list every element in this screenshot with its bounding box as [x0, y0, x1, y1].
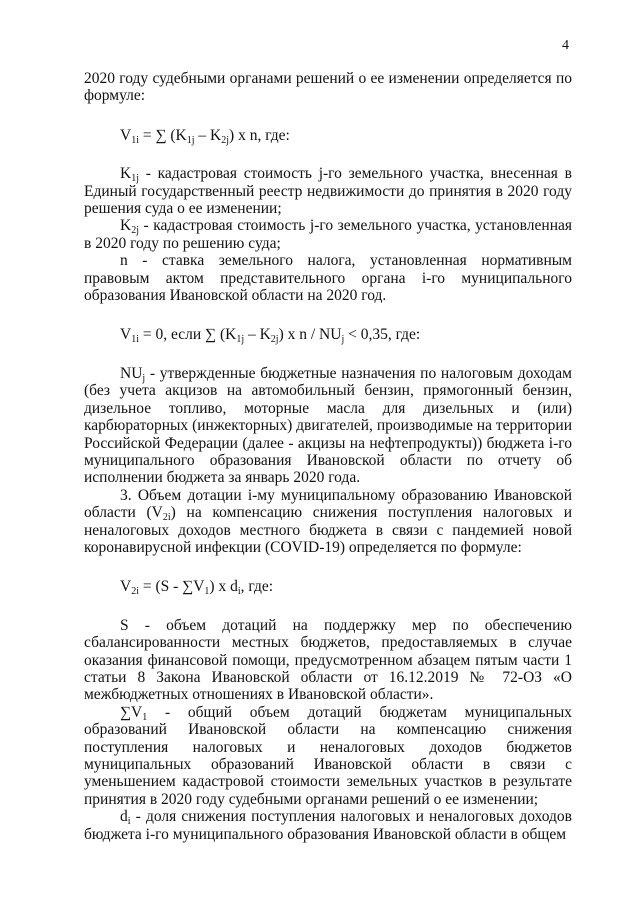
definition-nuj: $NU_j$ - утвержденные бюджетные назначения по налоговым доходам (без учета акцизов на автомобильный бензин, прямогонный бензин, дизельное топливо, моторные масла для дизельных и (или) карбюраторных (инжекторных) двигателей, производимые на территории Российской Федерации (далее - акцизы на нефтепродукты)) бюджета i-го муниципального образования Ивановской области по отчету об исполнении бюджета за январь 2020 года. [84, 364, 572, 487]
formula-v1i-zero: $V_{1i} = 0$, если ∑ $(K_{1j} - K_{2j})$ x $n / NU_j < 0,35$, где: [120, 326, 421, 346]
document-body [84, 70, 572, 843]
definition-k2j: $K_{2j}$ - кадастровая стоимость j-го земельного участка, установленная в 2020 году по решению суда; [84, 217, 572, 252]
definition-di: $d_i$ - доля снижения поступления налоговых и неналоговых доходов бюджета i-го муниципального образования Ивановской области в общем [84, 808, 572, 843]
definition-sum-v1: $\sum V_1$ - общий объем дотаций бюджетам муниципальных образований Ивановской области на компенсацию снижения поступления налоговых и неналоговых доходов бюджетов муниципальных образований Ивановской области в связи с уменьшением кадастровой стоимости земельных участков в результате принятия в 2020 году судебными органами решений о ее изменении; [84, 703, 572, 808]
formula-v1i: $V_{1i}$ = ∑ $(K_{1j} - K_{2j})$ x n, где: [120, 126, 290, 146]
paragraph-continuation: 2020 году судебными органами решений о ее изменении определяется по формуле: [84, 70, 572, 105]
definition-k1j: $K_{1j}$ - кадастровая стоимость j-го земельного участка, внесенная в Единый государственный реестр недвижимости до принятия в 2020 году решения суда о ее изменении; [84, 165, 572, 218]
definition-n: n - ставка земельного налога, установленная нормативным правовым актом представительного органа i-го муниципального образования Ивановской области на 2020 год. [84, 252, 572, 305]
paragraph-item-3: 3. Объем дотации i-му муниципальному образованию Ивановской области $(V_{2i})$ на компенсацию снижения поступления налоговых и неналоговых доходов местного бюджета в связи с пандемией новой коронавирусной инфекции (COVID-19) определяется по формуле: [84, 486, 573, 556]
formula-v2i: $V_{2i} = (S - \sum V_1)$ x $d_i$, где: [120, 578, 274, 598]
definition-s: S - объем дотаций на поддержку мер по обеспечению сбалансированности местных бюджетов, предоставляемых в случае оказания финансовой помощи, предусмотренном абзацем пятым части 1 статьи 8 Закона Ивановской области от 16.12.2019 № 72-ОЗ «О межбюджетных отношениях в Ивановской области». [84, 616, 572, 704]
page-number: 4 [562, 38, 569, 53]
